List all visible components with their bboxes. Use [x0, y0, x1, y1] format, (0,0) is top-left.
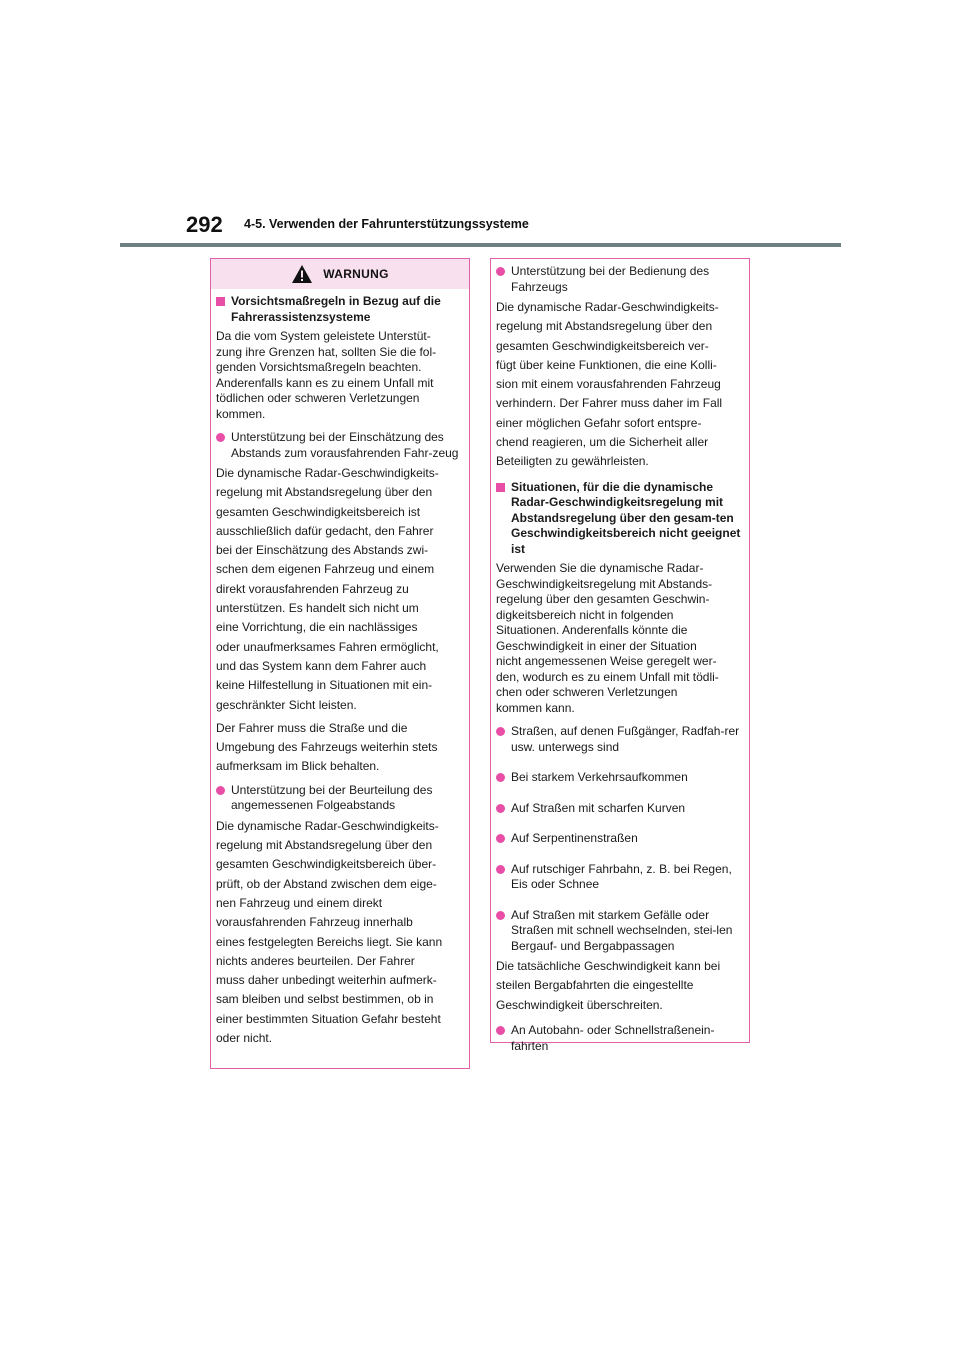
text-line: regelung mit Abstandsregelung über den: [216, 838, 433, 853]
text-line: steilen Bergabfahrten die eingestellte: [496, 978, 694, 993]
text-line: regelung über den gesamten Geschwin-: [496, 592, 710, 607]
square-bullet-icon: [216, 297, 225, 306]
text-line: einer bestimmten Situation Gefahr besteht: [216, 1011, 441, 1026]
text-line: unterstützen. Es handelt sich nicht um: [216, 601, 419, 616]
paragraph: [216, 464, 464, 715]
warning-header: [211, 259, 469, 289]
text-line: eines festgelegten Bereichs liegt. Sie kann: [216, 934, 443, 949]
warning-box-continued: [490, 258, 750, 1053]
text-line: Da die vom System geleistete Unterstüt-: [216, 329, 431, 343]
text-line: muss daher unbedingt weiterhin aufmerk-: [216, 973, 437, 988]
bullet-item: [496, 264, 744, 295]
warning-box: [210, 258, 470, 1069]
bullet-text: Unterstützung bei der Einschätzung des Abstands zum vorausfahrenden Fahr-zeug: [231, 430, 459, 460]
text-line: nicht angemessenen Weise geregelt wer-: [496, 654, 717, 669]
warning-intro: [216, 329, 464, 422]
list-item: [496, 801, 744, 817]
text-line: Die dynamische Radar-Geschwindigkeits-: [216, 466, 439, 480]
text-line: sam bleiben und selbst bestimmen, ob in: [216, 992, 434, 1007]
text-line: Umgebung des Fahrzeugs weiterhin stets: [216, 740, 438, 755]
text-line: Der Fahrer muss die Straße und die: [216, 720, 408, 735]
text-line: und das System kann dem Fahrer auch: [216, 658, 427, 673]
paragraph: [496, 957, 744, 1015]
bullet-dot-icon: [496, 773, 505, 782]
text-line: Geschwindigkeit überschreiten.: [496, 997, 663, 1012]
list-item: [496, 770, 744, 786]
list-item: [496, 862, 744, 893]
text-line: Geschwindigkeit in einer der Situation: [496, 638, 697, 653]
text-line: Verwenden Sie die dynamische Radar-: [496, 561, 704, 576]
text-line: Anderenfalls kann es zu einem Unfall mit: [216, 375, 434, 390]
paragraph: [216, 719, 464, 777]
text-line: Die dynamische Radar-Geschwindigkeits-: [216, 818, 439, 833]
text-line: aufmerksam im Blick behalten.: [216, 759, 380, 774]
text-line: schen dem eigenen Fahrzeug und einem: [216, 562, 435, 577]
text-line: den, wodurch es zu einem Unfall mit tödli-: [496, 669, 719, 684]
text-line: Beteiligten zu gewährleisten.: [496, 454, 649, 469]
text-line: sion mit einem vorausfahrenden Fahrzeug: [496, 377, 721, 392]
text-line: chen oder schweren Verletzungen: [496, 685, 678, 700]
bullet-dot-icon: [496, 267, 505, 276]
bullet-text: Unterstützung bei der Beurteilung des angemessenen Folgeabstands: [231, 782, 433, 813]
text-line: ausschließlich dafür gedacht, den Fahrer: [216, 523, 434, 538]
text-line: Die tatsächliche Geschwindigkeit kann bei: [496, 959, 721, 974]
header-rule: [120, 243, 841, 247]
section-heading: [496, 480, 744, 558]
text-line: eine Vorrichtung, die ein nachlässiges: [216, 620, 418, 635]
list-item: [496, 831, 744, 847]
text-line: Situationen. Anderenfalls könnte die: [496, 623, 688, 638]
bullet-dot-icon: [496, 1026, 505, 1035]
bullet-dot-icon: [216, 433, 225, 442]
text-line: vorausfahrenden Fahrzeug innerhalb: [216, 915, 413, 930]
text-line: oder nicht.: [216, 1031, 273, 1046]
text-line: bei der Einschätzung des Abstands zwi-: [216, 543, 429, 558]
list-item: [496, 1023, 744, 1054]
list-item-text: Auf rutschiger Fahrbahn, z. B. bei Regen, Eis oder Schnee: [511, 861, 732, 892]
bullet-dot-icon: [496, 834, 505, 843]
bullet-text: Unterstützung bei der Bedienung des Fahrzeugs: [511, 264, 710, 294]
bullet-dot-icon: [496, 911, 505, 920]
section-title: 4-5. Verwenden der Fahrunterstützungssysteme: [244, 217, 529, 231]
text-line: einer möglichen Gefahr sofort entspre-: [496, 415, 702, 430]
text-line: regelung mit Abstandsregelung über den: [496, 319, 713, 334]
bullet-item: [216, 783, 464, 814]
text-line: kommen.: [216, 406, 266, 421]
text-line: zung ihre Grenzen hat, sollten Sie die fol-: [216, 344, 437, 359]
text-line: nen Fahrzeug und einem direkt: [216, 895, 383, 910]
text-line: geschränkter Sicht leisten.: [216, 697, 357, 712]
text-line: kommen kann.: [496, 700, 575, 715]
bullet-dot-icon: [216, 786, 225, 795]
paragraph: [496, 561, 744, 716]
text-line: chend reagieren, um die Sicherheit aller: [496, 435, 709, 450]
text-line: gesamten Geschwindigkeitsbereich über-: [216, 857, 437, 872]
list-item-text: Auf Straßen mit scharfen Kurven: [511, 800, 686, 815]
paragraph: [216, 817, 464, 1049]
text-line: oder unaufmerksames Fahren ermöglicht,: [216, 639, 439, 654]
text-line: Geschwindigkeitsregelung mit Abstands-: [496, 576, 713, 591]
bullet-item: [216, 430, 464, 461]
list-item-text: Straßen, auf denen Fußgänger, Radfah-rer usw. unterwegs sind: [511, 724, 740, 754]
text-line: digkeitsbereich nicht in folgenden: [496, 607, 674, 622]
text-line: regelung mit Abstandsregelung über den: [216, 485, 433, 500]
warning-triangle-icon: [291, 264, 313, 284]
text-line: fügt über keine Funktionen, die eine Kolli-: [496, 357, 717, 372]
list-item-text: An Autobahn- oder Schnellstraßenein-fahrten: [511, 1023, 715, 1053]
text-line: tödlichen oder schweren Verletzungen: [216, 391, 420, 405]
warning-heading-text: Vorsichtsmaßregeln in Bezug auf die Fahrerassistenzsysteme: [231, 294, 441, 324]
bullet-dot-icon: [496, 804, 505, 813]
text-line: verhindern. Der Fahrer muss daher im Fall: [496, 396, 723, 411]
text-line: direkt vorausfahrenden Fahrzeug zu: [216, 581, 409, 596]
text-line: genden Vorsichtsmaßregeln beachten.: [216, 360, 422, 374]
list-item: [496, 724, 744, 755]
page-number: 292: [186, 212, 223, 237]
list-item-text: Auf Straßen mit starkem Gefälle oder Straßen mit schnell wechselnden, stei-len Bergauf- und Bergabpassagen: [511, 907, 733, 953]
text-line: gesamten Geschwindigkeitsbereich ist: [216, 504, 421, 519]
square-bullet-icon: [496, 483, 505, 492]
list-item: [496, 908, 744, 955]
text-line: nichts anderes beurteilen. Der Fahrer: [216, 953, 415, 968]
text-line: prüft, ob der Abstand zwischen dem eige-: [216, 876, 437, 891]
text-line: gesamten Geschwindigkeitsbereich ver-: [496, 338, 709, 353]
warning-heading: [216, 294, 464, 325]
text-line: keine Hilfestellung in Situationen mit ein-: [216, 678, 433, 693]
list-item-text: Auf Serpentinenstraßen: [511, 831, 638, 846]
bullet-dot-icon: [496, 865, 505, 874]
paragraph: [496, 298, 744, 472]
warning-label: WARNUNG: [323, 267, 389, 281]
section-heading-text: Situationen, für die die dynamische Radar-Geschwindigkeitsregelung mit Abstandsregelung über den gesam-ten Geschwindigkeitsbereich nicht geeignet ist: [511, 479, 741, 556]
bullet-dot-icon: [496, 727, 505, 736]
text-line: Die dynamische Radar-Geschwindigkeits-: [496, 300, 719, 314]
list-item-text: Bei starkem Verkehrsaufkommen: [511, 770, 688, 785]
